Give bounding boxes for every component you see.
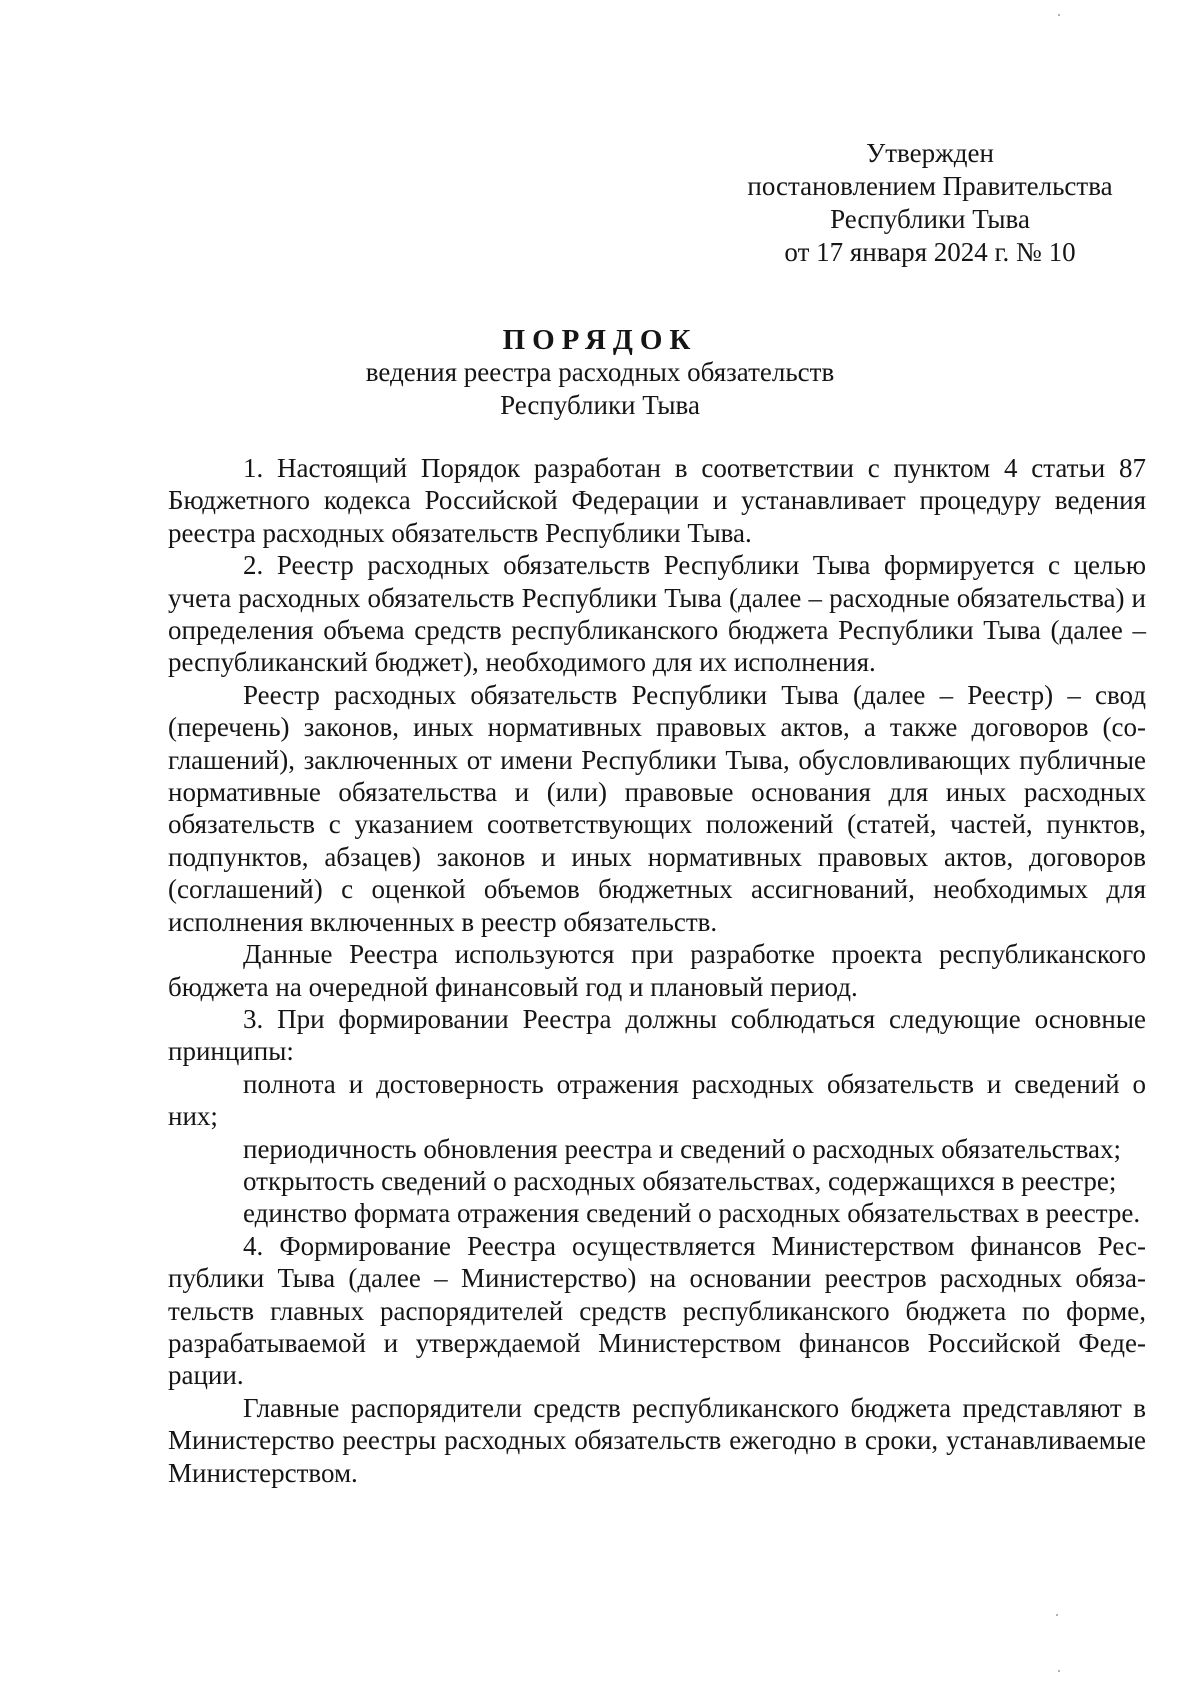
document-body xyxy=(168,452,1146,1489)
approval-block xyxy=(740,137,1120,269)
subtitle-line-2: Республики Тыва xyxy=(500,390,700,420)
scan-speck xyxy=(1056,1614,1058,1616)
subtitle-line-1: ведения реестра расходных обязательств xyxy=(365,357,835,387)
paragraph-main-managers: Главные распорядители средств республиканского бюджета представляют в Министерство реестры расходных обязательств ежегодно в сроки, устанавливаемые Министерством. xyxy=(168,1392,1146,1488)
scan-speck xyxy=(1058,14,1060,16)
principle-periodicity: периодичность обновления реестра и сведений о расходных обязательствах; xyxy=(243,1133,1121,1164)
paragraph-1: 1. Настоящий Порядок разработан в соответствии с пунктом 4 статьи 87 Бюджетного кодекса Российской Федерации и устанавливает процедуру ведения реестра расходных обязательств Республики Тыва. xyxy=(168,453,1146,548)
paragraph-2: 2. Реестр расходных обязательств Республики Тыва формируется с целью учета расходных обязательств Республики Тыва (далее – расходные обязательства) и определения объема средств республиканского бюджета Республики Тыва (далее – республиканский бюджет), необходимого для их исполнения. xyxy=(168,550,1146,678)
principle-completeness: полнота и достоверность отражения расходных обязательств и сведений о них; xyxy=(168,1068,1146,1132)
approval-line-approved: Утвержден xyxy=(866,138,994,168)
paragraph-registry-usage: Данные Реестра используются при разработке проекта республиканского бюджета на очередной финансовый год и плановый период. xyxy=(168,939,1146,1002)
paragraph-registry-definition: Реестр расходных обязательств Республики Тыва (далее – Реестр) – свод (перечень) законов, иных нормативных правовых актов, а также договоров (соглашений), заключенных от имени Республики Тыва, обусловливающих публичные нормативные обязательства и (или) правовые основания для иных расходных обязательств с указанием соответствующих положений (статей, частей, пунктов, подпунктов, абзацев) законов и иных нормативных правовых актов, договоров (соглашений) с оценкой объемов бюджетных ассигнований, необходимых для исполнения включенных в реестр обязательств. xyxy=(168,679,1146,937)
document-subtitle xyxy=(0,356,1200,422)
scan-speck xyxy=(1058,1670,1060,1672)
approval-line-date-number: от 17 января 2024 г. № 10 xyxy=(784,237,1076,267)
document-title: ПОРЯДОК xyxy=(502,324,698,356)
principle-format-unity: единство формата отражения сведений о расходных обязательствах в реестре. xyxy=(243,1198,1141,1229)
paragraph-3: 3. При формировании Реестра должны соблюдаться следующие основные принципы: xyxy=(168,1003,1146,1067)
approval-line-resolution: постановлением Правительства xyxy=(747,171,1113,201)
approval-line-republic: Республики Тыва xyxy=(830,204,1030,234)
paragraph-4: 4. Формирование Реестра осуществляется Министерством финансов Республики Тыва (далее – Министерство) на основании реестров расходных обязательств главных распорядителей средств республиканского бюджета по форме, разрабатываемой и утверждаемой Министерством финансов Российской Федерации. xyxy=(168,1230,1146,1391)
principle-openness: открытость сведений о расходных обязательствах, содержащихся в реестре; xyxy=(243,1165,1117,1196)
